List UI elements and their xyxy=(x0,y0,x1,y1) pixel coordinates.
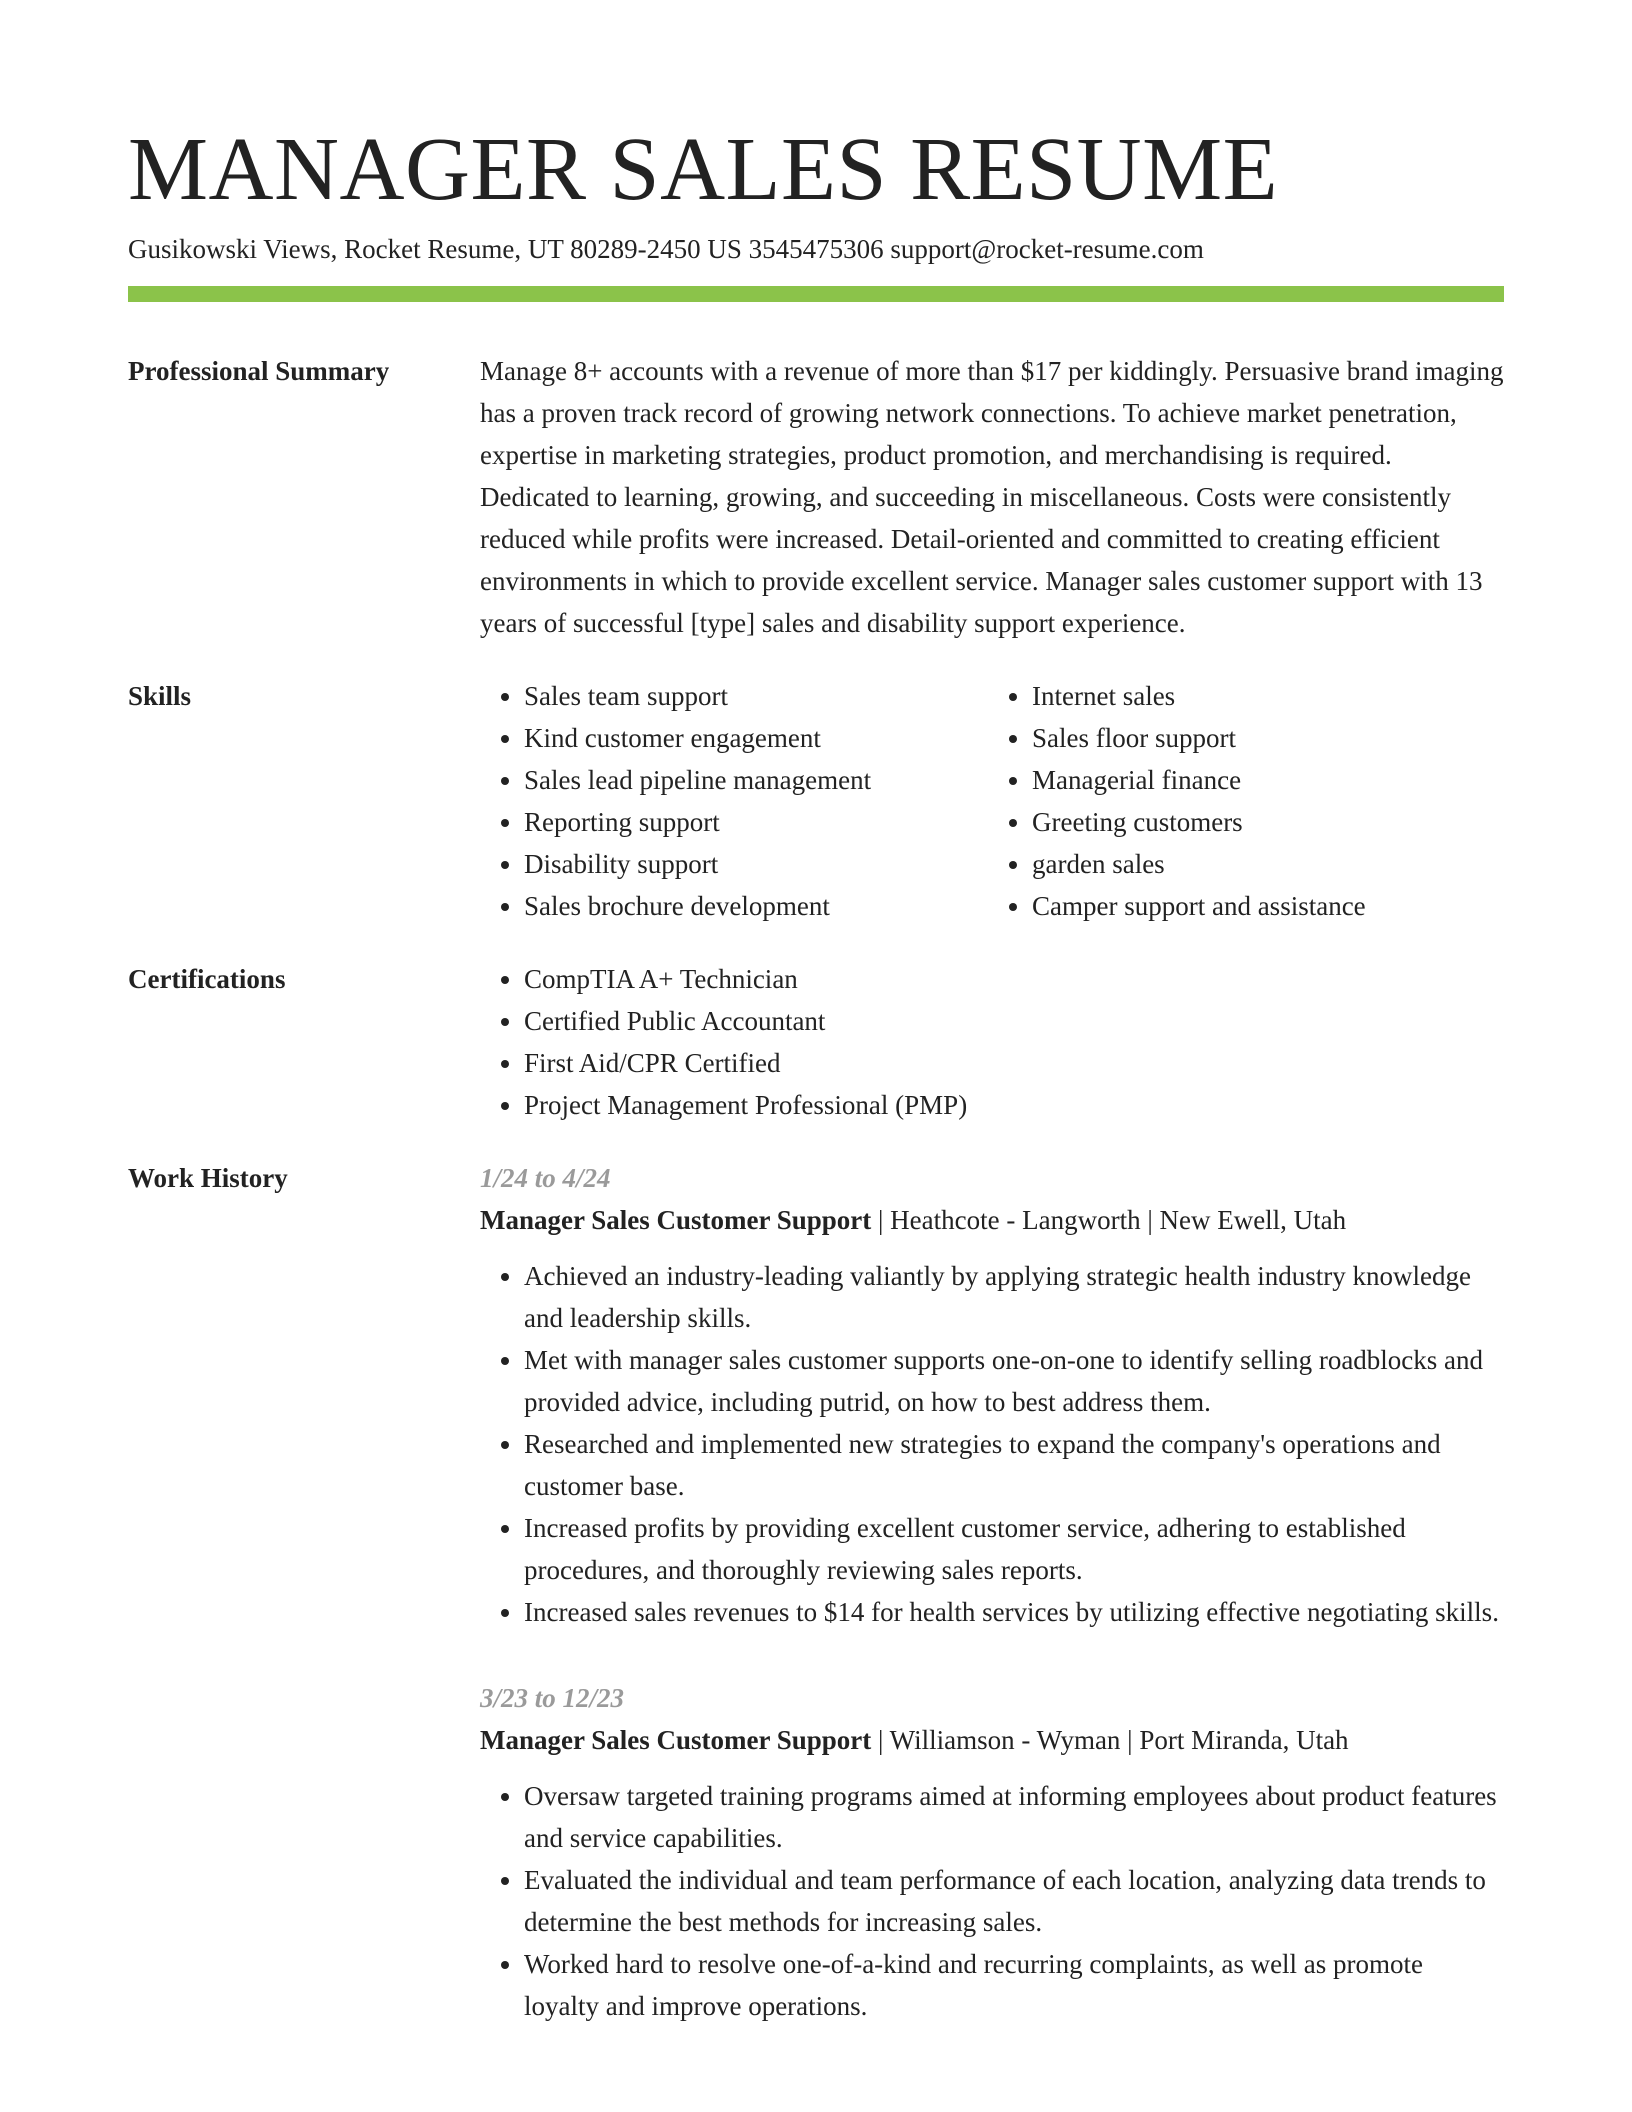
skill-item: • Managerial finance xyxy=(1032,759,1492,801)
job-bullet: • Oversaw targeted training programs aimed at informing employees about product features and service capabilities. xyxy=(524,1775,1504,1859)
skill-item: • Sales floor support xyxy=(1032,717,1492,759)
section-label-certifications: Certifications xyxy=(128,964,286,994)
job-bullet: • Worked hard to resolve one-of-a-kind and recurring complaints, as well as promote loyalty and improve operations. xyxy=(524,1943,1504,2027)
job-bullet: • Increased profits by providing excellent customer service, adhering to established procedures, and thoroughly reviewing sales reports. xyxy=(524,1507,1504,1591)
skill-item: • Internet sales xyxy=(1032,675,1492,717)
skill-item: • Kind customer engagement xyxy=(524,717,984,759)
job-entry xyxy=(480,1677,1504,2027)
job-bullet: • Achieved an industry-leading valiantly by applying strategic health industry knowledge and leadership skills. xyxy=(524,1255,1504,1339)
accent-divider xyxy=(128,286,1504,302)
job-title: Manager Sales Customer Support xyxy=(480,1725,872,1755)
job-entry xyxy=(480,1157,1504,1633)
certification-item: • Project Management Professional (PMP) xyxy=(524,1084,1504,1126)
summary-text: Manage 8+ accounts with a revenue of more than $17 per kiddingly. Persuasive brand imaging has a proven track record of growing network connections. To achieve market penetration, expertise in marketing strategies, product promotion, and merchandising is required. Dedicated to learning, growing, and succeeding in miscellaneous. Costs were consistently reduced while profits were increased. Detail-oriented and committed to creating efficient environments in which to provide excellent service. Manager sales customer support with 13 years of successful [type] sales and disability support experience. xyxy=(480,356,1504,638)
skill-item: • Camper support and assistance xyxy=(1032,885,1492,927)
certification-item: • Certified Public Accountant xyxy=(524,1000,1504,1042)
section-label-skills: Skills xyxy=(128,681,192,711)
section-label-summary: Professional Summary xyxy=(128,356,390,386)
skills-list-right xyxy=(984,675,1492,927)
skill-item: • Sales brochure development xyxy=(524,885,984,927)
job-bullet: • Increased sales revenues to $14 for health services by utilizing effective negotiating skills. xyxy=(524,1591,1504,1633)
job-bullets xyxy=(480,1255,1504,1633)
certifications-section xyxy=(128,958,1504,1126)
work-history-section xyxy=(128,1157,1504,2071)
job-details: | Williamson - Wyman | Port Miranda, Utah xyxy=(871,1725,1349,1755)
section-label-work-history: Work History xyxy=(128,1163,288,1193)
job-bullet: • Researched and implemented new strategies to expand the company's operations and customer base. xyxy=(524,1423,1504,1507)
job-dates: 3/23 to 12/23 xyxy=(480,1683,625,1713)
skills-list-left xyxy=(480,675,984,927)
skill-item: • Sales lead pipeline management xyxy=(524,759,984,801)
skills-section xyxy=(128,675,1504,927)
job-title-line xyxy=(480,1199,1504,1241)
skill-item: • Disability support xyxy=(524,843,984,885)
job-title: Manager Sales Customer Support xyxy=(480,1205,872,1235)
certifications-list xyxy=(480,958,1504,1126)
certification-item: • CompTIA A+ Technician xyxy=(524,958,1504,1000)
job-bullet: • Met with manager sales customer supports one-on-one to identify selling roadblocks and provided advice, including putrid, on how to best address them. xyxy=(524,1339,1504,1423)
contact-line: Gusikowski Views, Rocket Resume, UT 80289-2450 US 3545475306 support@rocket-resume.com xyxy=(128,234,1204,264)
skill-item: • garden sales xyxy=(1032,843,1492,885)
skill-item: • Reporting support xyxy=(524,801,984,843)
job-bullets xyxy=(480,1775,1504,2027)
skill-item: • Greeting customers xyxy=(1032,801,1492,843)
job-title-line xyxy=(480,1719,1504,1761)
summary-section xyxy=(128,350,1504,644)
job-bullet: • Evaluated the individual and team performance of each location, analyzing data trends to determine the best methods for increasing sales. xyxy=(524,1859,1504,1943)
resume-page xyxy=(128,120,1504,2071)
job-details: | Heathcote - Langworth | New Ewell, Utah xyxy=(871,1205,1347,1235)
resume-title: MANAGER SALES RESUME xyxy=(128,120,1279,219)
job-dates: 1/24 to 4/24 xyxy=(480,1163,611,1193)
skill-item: • Sales team support xyxy=(524,675,984,717)
certification-item: • First Aid/CPR Certified xyxy=(524,1042,1504,1084)
